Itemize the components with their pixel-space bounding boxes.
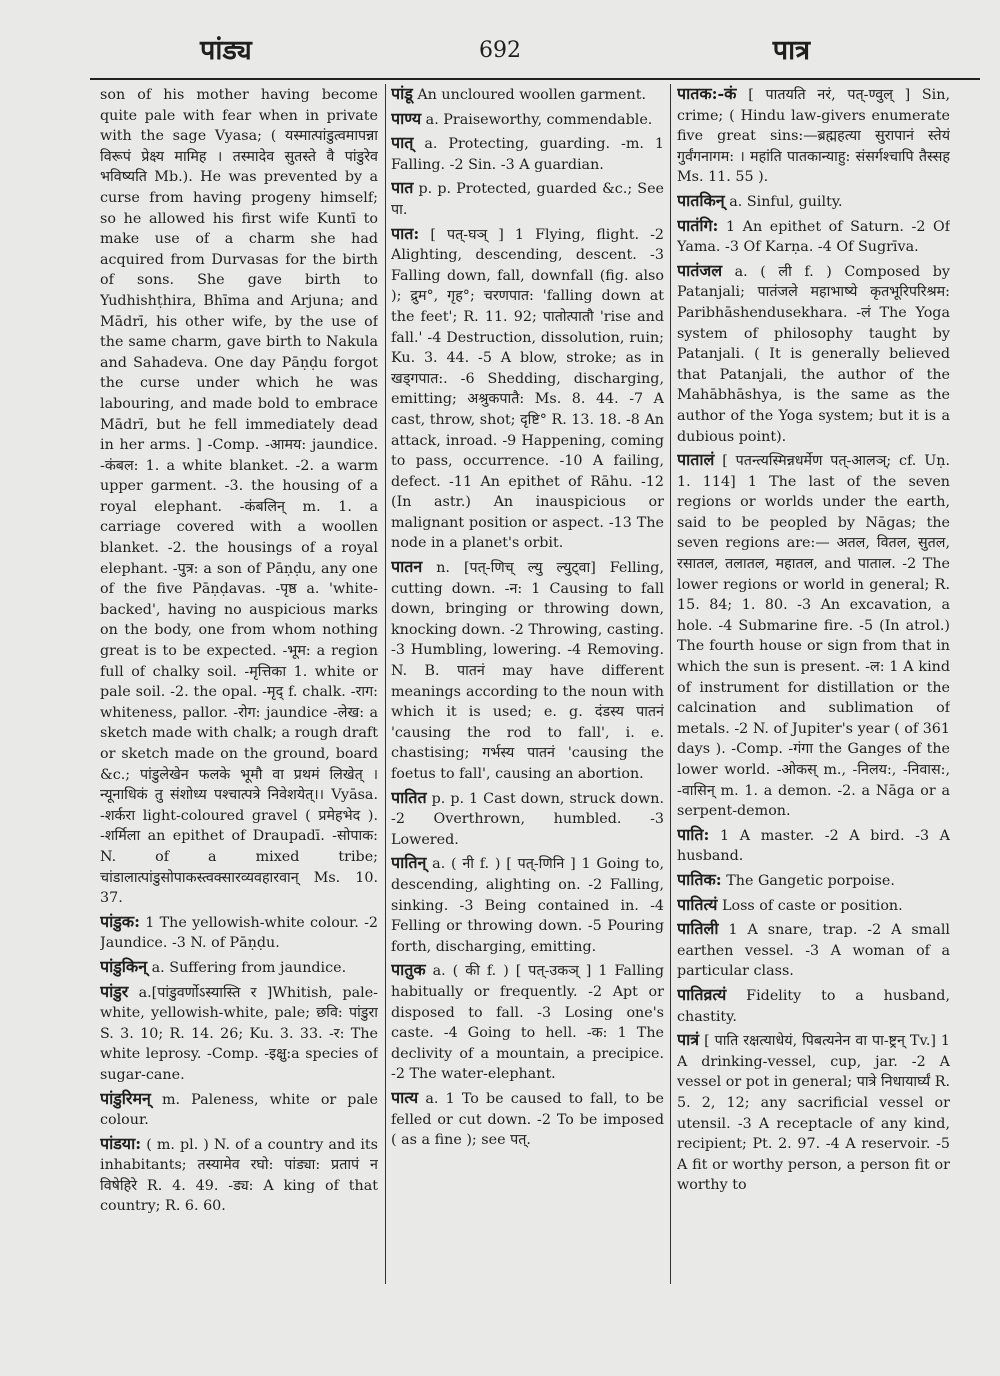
definition: Loss of caste or position. [721, 897, 903, 914]
headword: पातिव्रत्यं [677, 984, 727, 1004]
dictionary-entry [677, 1030, 950, 1196]
header-right-guideword: पात्र [772, 35, 810, 66]
headword: पातन [391, 557, 423, 577]
definition: a. Sinful, guilty. [729, 193, 843, 210]
headword: पात [391, 178, 414, 198]
headword: पात: [391, 223, 420, 243]
column-divider [385, 84, 386, 1284]
dictionary-entry [391, 109, 664, 131]
column-3 [677, 84, 950, 1370]
headword: पातंजल [677, 260, 723, 280]
dictionary-entry [677, 895, 950, 917]
headword: पातक:-कं [677, 84, 737, 103]
definition: [ पत्-घञ् ] 1 Flying, flight. -2 Alighting, descending, descent. -3 Falling down, fall, downfall (fig. also ); द्रुम°, गृह°; चरणपात: 'falling down at the feet'; R. 11. 92; पातोत्पातौ 'rise and fall.' -4 Destruction, dissolution, ruin; Ku. 3. 44. -5 A blow, stroke; as in खड्गपात:. -6 Shedding, discharging, emitting; अश्रुकपातै: Ms. 8. 44. -7 A cast, throw, shot; दृष्टि° R. 13. 18. -8 An attack, inroad. -9 Happening, coming to pass, occurrence. -10 A failing, defect. -11 An epithet of Rāhu. -12 (In astr.) An inauspicious or malignant position or aspect. -13 The node in a planet's orbit. [391, 226, 664, 552]
dictionary-entry [677, 870, 950, 892]
definition: [ पाति रक्षत्याधेयं, पिबत्यनेन वा पा-ष्ट्रन् Tv.] 1 A drinking-vessel, cup, jar. -2 A vessel or pot in general; पात्रे निधायार्घ्यं R. 5. 2, 12; any sacrificial vessel or utensil. -3 A receptacle of any kind, recipient; Pt. 2. 97. -4 A reservoir. -5 A fit or worthy person, a person fit or worthy to [677, 1033, 950, 1194]
dictionary-entry [100, 957, 378, 979]
dictionary-entry [100, 982, 378, 1086]
dictionary-entry [391, 178, 664, 220]
definition: The Gangetic porpoise. [726, 872, 895, 889]
dictionary-entry [391, 557, 664, 785]
headword: पांडुकिन् [100, 956, 148, 976]
dictionary-entry [391, 1088, 664, 1151]
dictionary-entry [391, 84, 664, 106]
dictionary-entry [391, 960, 664, 1085]
headword: पांडू [391, 84, 413, 103]
definition: a. ( ली f. ) Composed by Patanjali; पातंजले महाभाष्ये कृतभूरिपरिश्रम: Paribhāshendusekhara. -लं The Yoga system of philosophy taught by Patanjali. ( It is generally believed that Patanjali, the author of the Mahābhāshya, is the same as the author of the Yoga system; but it is a dubious point). [677, 263, 950, 445]
definition: 1 The yellowish-white colour. -2 Jaundice. -3 N. of Pāṇḍu. [100, 914, 378, 952]
definition: a. Suffering from jaundice. [151, 959, 347, 976]
headword: पातकिन् [677, 190, 725, 210]
dictionary-entry [100, 1134, 378, 1217]
headword: पात् [391, 133, 414, 153]
dictionary-entry [100, 1089, 378, 1131]
headword: पात्य [391, 1087, 419, 1107]
headword: पातित्यं [677, 894, 718, 914]
column-2 [391, 84, 664, 1370]
headword: पांडुक: [100, 911, 140, 931]
header-left-guideword: पांड्य [200, 35, 252, 66]
dictionary-entry [677, 450, 950, 822]
dictionary-entry [677, 191, 950, 213]
headword: पातालं [677, 450, 715, 470]
headword: पातिन् [391, 853, 427, 873]
headword: पांडुर [100, 981, 129, 1001]
headword: पांडुरिमन् [100, 1088, 151, 1108]
headword: पातिली [677, 919, 719, 939]
headword: पातंगि: [677, 215, 719, 235]
definition: n. [पत्-णिच् ल्यु ल्युट्वा] Felling, cutting down. -न: 1 Causing to fall down, bringing or throwing down, knocking down. -2 Throwing, casting. -3 Humbling, lowering. -4 Removing. N. B. पातनं may have different meanings according to the noun with which it is used; e. g. दंडस्य पातनं 'causing the rod to fall', i. e. chastising; गर्भस्य पातनं 'causing the foetus to fall', causing an abortion. [391, 560, 664, 782]
dictionary-entry [677, 825, 950, 867]
definition: a.[पांडुवर्णोऽस्यास्ति र ]Whitish, pale-white, yellowish-white, pale; छवि: पांडुरा S. 3. 10; R. 14. 26; Ku. 3. 33. -र: The white leprosy. -Comp. -इक्षु:a species of sugar-cane. [100, 984, 378, 1083]
headword: पाण्य [391, 108, 422, 128]
headword: पाति: [677, 824, 710, 844]
definition: a. ( नी f. ) [ पत्-णिनि ] 1 Going to, descending, alighting on. -2 Falling, sinking. -3 Being contained in. -4 Felling or throwing down. -5 Pouring forth, discharging, emitting. [391, 856, 664, 955]
dictionary-entry [677, 985, 950, 1027]
definition: a. ( की f. ) [ पत्-उकञ् ] 1 Falling habitually or frequently. -2 Apt or disposed to fall. -3 Losing one's caste. -4 Going to hell. -क: 1 The declivity of a mountain, a precipice. -2 The water-elephant. [391, 963, 664, 1083]
page-number: 692 [479, 38, 521, 63]
definition: son of his mother having become quite pale with fear when in private with the sage Vyasa; ( यस्मात्पांडुत्वमापन्ना विरूपं प्रेक्ष्य मामिह । तस्मादेव सुतस्ते वै पांडुरेव भविष्यति Mb.). He was prevented by a curse from having progeny himself; so he allowed his first wife Kuntī to make use of a charm she had acquired from Durvasas for the birth of sons. She gave birth to Yudhishṭhira, Bhīma and Arjuna; and Mādrī, his other wife, by the use of the same charm, gave birth to Nakula and Sahadeva. One day Pāṇḍu forgot the curse under which he was labouring, and made bold to embrace Mādrī, but he fell immediately dead in her arms. ] -Comp. -आमय: jaundice. -कंबल: 1. a white blanket. -2. a warm upper garment. -3. the housing of a royal elephant. -कंबलिन् m. 1. a carriage covered with a woollen blanket. -2. the housings of a royal elephant. -पुत्र: a son of Pāṇḍu, any one of the five Pāṇḍavas. -पृष्ठ a. 'white-backed', having no auspicious marks on the body, one from whom nothing great is to be expected. -भूम: a region full of chalky soil. -मृत्तिका 1. white or pale soil. -2. the opal. -मृद् f. chalk. -राग: whiteness, pallor. -रोग: jaundice -लेख: a sketch made with chalk; a rough draft or sketch made on the ground, board &c.; पांडुलेखेन फलके भूमौ वा प्रथमं लिखेत् । न्यूनाधिकं तु संशोध्य पश्चात्पत्रे निवेशयेत्।। Vyāsa. -शर्करा light-coloured gravel ( प्रमेहभेद ). -शर्मिला an epithet of Draupadī. -सोपाक: N. of a mixed tribe; चांडालात्पांडुसोपाकस्त्वक्सारव्यवहारवान् Ms. 10. 37. [100, 87, 378, 907]
definition: p. p. Protected, guarded &c.; See पा. [391, 181, 664, 218]
definition: 1 A snare, trap. -2 A small earthen vessel. -3 A woman of a particular class. [677, 922, 950, 980]
dictionary-entry [391, 853, 664, 957]
dictionary-entry [677, 919, 950, 982]
dictionary-entry [677, 216, 950, 258]
headword: पातिक: [677, 869, 722, 889]
definition: [ पतन्त्यस्मिन्नधर्मेण पत्-आलञ्; cf. Uṇ. 1. 114] 1 The last of the seven regions or worlds under the earth, said to be peopled by Nāgas; the seven regions are:— अतल, वितल, सुतल, रसातल, तलातल, महातल, and पाताल. -2 The lower regions or world in general; R. 15. 84; 1. 80. -3 An excavation, a hole. -4 Submarine fire. -5 (In atrol.) The fourth house or sign from that in which the sun is present. -ल: 1 A kind of instrument for distillation or the calcination and sublimation of metals. -2 N. of Jupiter's year ( of 361 days ). -Comp. -गंगा the Ganges of the lower world. -ओकस् m., -निलय:, -निवास:, -वासिन् m. 1. a demon. -2. a Nāga or a serpent-demon. [677, 453, 950, 820]
definition: Fidelity to a husband, chastity. [677, 987, 950, 1025]
dictionary-entry [391, 788, 664, 851]
definition: ( m. pl. ) N. of a country and its inhabitants; तस्यामेव रघो: पांड्या: प्रतापं न विषेहिरे R. 4. 49. -ड्य: A king of that country; R. 6. 60. [100, 1136, 378, 1215]
dictionary-entry [677, 84, 950, 188]
dictionary-entry [677, 261, 950, 447]
headword: पांडया: [100, 1133, 142, 1153]
column-divider [670, 84, 671, 1284]
definition: a. Praiseworthy, commendable. [425, 111, 653, 128]
definition: a. Protecting, guarding. -m. 1 Falling. -2 Sin. -3 A guardian. [391, 136, 664, 173]
headword: पातित [391, 787, 427, 807]
dictionary-entry [100, 84, 378, 909]
header-rule [90, 78, 980, 80]
definition: 1 An epithet of Saturn. -2 Of Yama. -3 Of Karṇa. -4 Of Sugrīva. [677, 218, 950, 256]
definition: 1 A master. -2 A bird. -3 A husband. [677, 827, 950, 865]
definition: p. p. 1 Cast down, struck down. -2 Overthrown, humbled. -3 Lowered. [391, 790, 664, 848]
definition: m. Paleness, white or pale colour. [100, 1091, 378, 1129]
column-1 [100, 84, 378, 1370]
dictionary-entry [100, 912, 378, 954]
headword: पातुक [391, 960, 426, 980]
dictionary-entry [391, 133, 664, 175]
definition: a. 1 To be caused to fall, to be felled or cut down. -2 To be imposed ( as a fine ); see पत्. [391, 1090, 664, 1149]
dictionary-entry [391, 224, 664, 555]
headword: पात्रं [677, 1030, 700, 1050]
definition: [ पातयति नरं, पत्-ण्वुल् ] Sin, crime; ( Hindu law-givers enumerate five great sins:—ब्रह्महत्या सुरापानं स्तेयं गुर्वंगनागम: । महांति पातकान्याहु: संसर्गश्चापि तैस्सह Ms. 11. 55 ). [677, 87, 950, 186]
definition: An uncloured woollen garment. [417, 87, 647, 103]
